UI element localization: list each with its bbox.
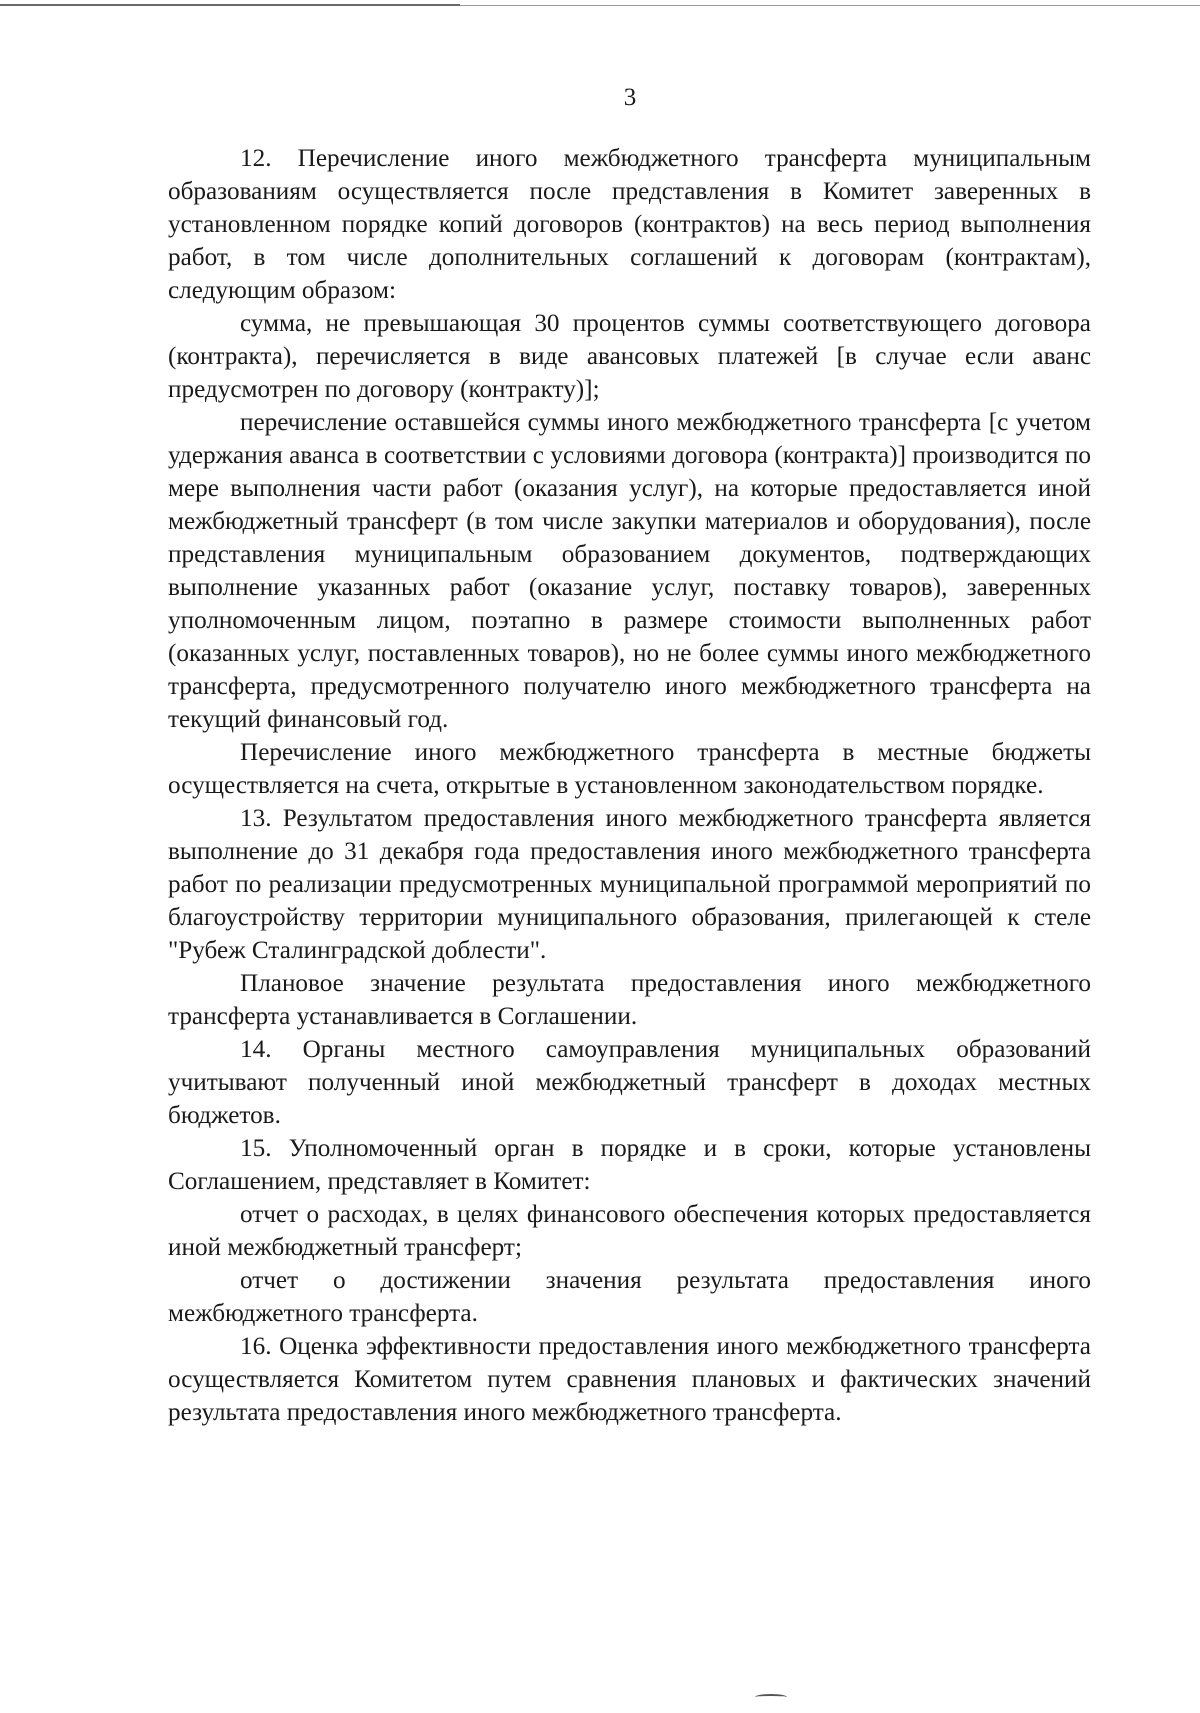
page-number: 3 — [623, 84, 637, 111]
scan-artifact-mark — [755, 1694, 787, 1700]
paragraph-15: 15. Уполномоченный орган в порядке и в сроки, которые установлены Соглашением, представляет в Комитет: — [168, 1135, 1091, 1195]
paragraph-remaining-transfer: перечисление оставшейся суммы иного межбюджетного трансферта [с учетом удержания аванса в соответствии с условиями договора (контракта)] производится по мере выполнения части работ (оказания услуг), на которые предоставляется иной межбюджетный трансферт (в том числе закупки материалов и оборудования), после представления муниципальным образованием документов, подтверждающих выполнение указанных работ (оказание услуг, поставку товаров), заверенных уполномоченным лицом, поэтапно в размере стоимости выполненных работ (оказанных услуг, поставленных товаров), но не более суммы иного межбюджетного трансферта, предусмотренного получателю иного межбюджетного трансферта на текущий финансовый год. — [168, 409, 1091, 733]
paragraph-expense-report: отчет о расходах, в целях финансового обеспечения которых предоставляется иной межбюджетный трансферт; — [168, 1201, 1091, 1261]
document-body — [168, 142, 1091, 1429]
paragraph-12: 12. Перечисление иного межбюджетного трансферта муниципальным образованиям осуществляется после представления в Комитет заверенных в установленном порядке копий договоров (контрактов) на весь период выполнения работ, в том числе дополнительных соглашений к договорам (контрактам), следующим образом: — [168, 145, 1091, 304]
paragraph-local-budgets: Перечисление иного межбюджетного трансферта в местные бюджеты осуществляется на счета, открытые в установленном законодательством порядке. — [168, 739, 1091, 799]
paragraph-16: 16. Оценка эффективности предоставления иного межбюджетного трансферта осуществляется Комитетом путем сравнения плановых и фактических значений результата предоставления иного межбюджетного трансферта. — [168, 1333, 1091, 1426]
paragraph-planned-value: Плановое значение результата предоставления иного межбюджетного трансферта устанавливается в Соглашении. — [168, 970, 1091, 1030]
scan-top-edge-line — [0, 4, 460, 6]
paragraph-13: 13. Результатом предоставления иного межбюджетного трансферта является выполнение до 31 декабря года предоставления иного межбюджетного трансферта работ по реализации предусмотренных муниципальной программой мероприятий по благоустройству территории муниципального образования, прилегающей к стеле "Рубеж Сталинградской доблести". — [168, 805, 1091, 964]
scan-top-edge-line-faint — [460, 5, 1200, 6]
paragraph-14: 14. Органы местного самоуправления муниципальных образований учитывают полученный иной межбюджетный трансферт в доходах местных бюджетов. — [168, 1036, 1091, 1129]
paragraph-result-report: отчет о достижении значения результата предоставления иного межбюджетного трансферта. — [168, 1267, 1091, 1327]
paragraph-advance-payment: сумма, не превышающая 30 процентов суммы соответствующего договора (контракта), перечисляется в виде авансовых платежей [в случае если аванс предусмотрен по договору (контракту)]; — [168, 310, 1091, 403]
